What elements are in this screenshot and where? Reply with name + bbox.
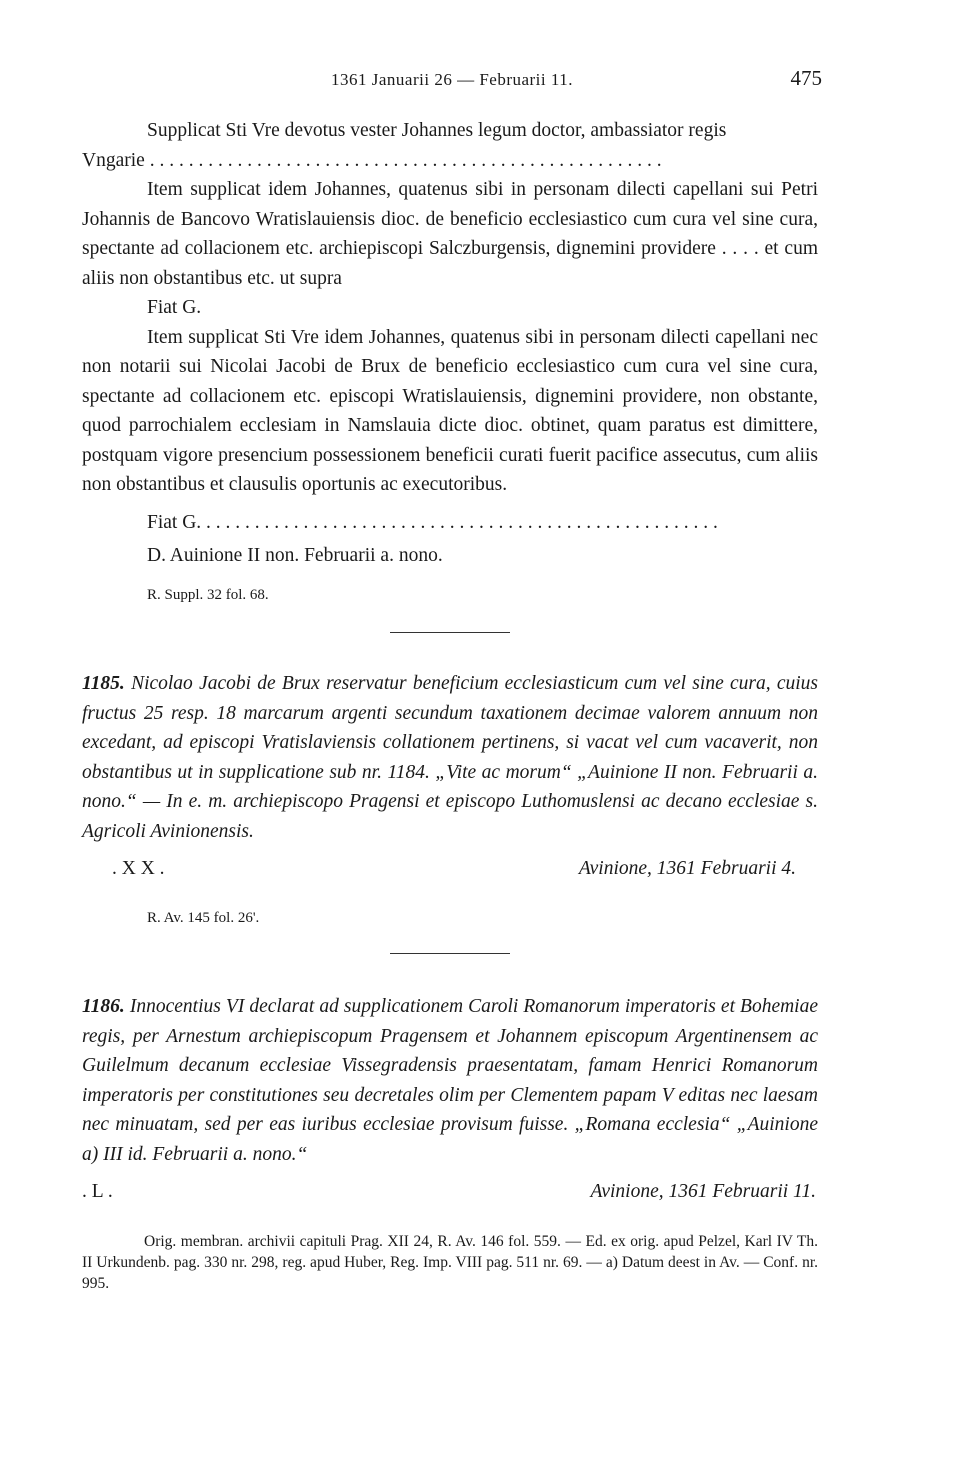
place-date-1185: Avinione, 1361 Februarii 4.	[578, 858, 796, 879]
archive-reference-1184: R. Suppl. 32 fol. 68.	[147, 586, 269, 603]
page-header	[82, 66, 822, 96]
supplication-paragraph-2: Item supplicat Sti Vre idem Johannes, quatenus sibi in personam dilecti capellani nec non notarii sui Nicolai Jacobi de Brux de beneficio ecclesiastico cum cura vel sine cura, spectante ad collacionem etc. episcopi Wratislauiensis, dignemini providere, non obstante, quod parrochialem ecclesiam in Namslauia dicte dioc. obtinet, quam paratus est dimittere, postquam vigore presencium possessionem beneficii curati fuerit pacifice assecutus, cum aliis non obstantibus et clausulis oportunis ac executoribus.	[82, 326, 818, 495]
supplication-paragraph-1: Item supplicat idem Johannes, quatenus sibi in personam dilecti capellani sui Petri Johannis de Bancovo Wratislauiensis dioc. de beneficio ecclesiastico cum cura vel sine cura, spectante ad collacionem etc. archiepiscopi Salczburgensis, dignemini providere . . . . et cum aliis non obstantibus etc. ut supra	[82, 179, 818, 289]
regest-text-1186: Innocentius VI declarat ad supplicationem Caroli Romanorum imperatoris et Bohemiae regis, per Arnestum archiepiscopum Pragensem et Johannem episcopum Argentinensem ac Guilelmum decanum ecclesiae Vissegradensis praesentatam, famam Henrici Romanorum imperatoris per constitutiones seu decretales olim per Clementem papam V editas nec laesam nec minuatam, sed per eas iuribus ecclesiae provisum fuisse. „Romana ecclesia“ „Auinione a) III id. Februarii a. nono.“	[82, 996, 819, 1165]
page-number: 475	[790, 66, 822, 90]
section-divider	[390, 953, 510, 954]
running-title: 1361 Januarii 26 — Februarii 11.	[331, 70, 573, 89]
datum-line: D. Auinione II non. Februarii a. nono.	[147, 545, 443, 566]
entry-number-1186: 1186.	[82, 996, 125, 1017]
section-divider	[390, 632, 510, 633]
entry-1186	[82, 992, 818, 1294]
chancery-sign-1185: . X X .	[112, 858, 165, 879]
entry-1184-continuation	[82, 116, 818, 610]
archive-reference-1185: R. Av. 145 fol. 26'.	[147, 909, 260, 926]
chancery-sign-1186: . L .	[82, 1181, 113, 1202]
fiat-line-2: Fiat G. . . .	[82, 508, 818, 538]
edition-notes-1186: Orig. membran. archivii capituli Prag. XII 24, R. Av. 146 fol. 559. — Ed. ex orig. apud Pelzel, Karl IV Th. II Urkundenb. pag. 330 nr. 298, reg. apud Huber, Reg. Imp. VIII pag. 511 nr. 69. — a) Datum deest in Av. — Conf. nr. 995.	[82, 1232, 818, 1292]
fiat-line-1: Fiat G.	[147, 297, 202, 318]
entry-number-1185: 1185.	[82, 673, 125, 694]
supplication-intro-end: Vngarie . . .	[82, 146, 818, 176]
regest-1186	[82, 992, 818, 1169]
dateline-1186	[82, 1177, 818, 1207]
regest-text-1185: Nicolao Jacobi de Brux reservatur beneficium ecclesiasticum cum vel sine cura, cuius fructus 25 resp. 18 marcarum argenti secundum taxationem decimae valorem annuum non excedant, ad episcopi Vratislaviensis collationem pertinens, si vacat vel cum vacaverit, non obstantibus ut in supplicatione sub nr. 1184. „Vite ac morum“ „Auinione II non. Februarii a. nono.“ — In e. m. archiepiscopo Pragensi et episcopo Luthomuslensi ac decano ecclesiae s. Agricoli Avinionensis.	[82, 673, 818, 842]
supplication-intro-line: Supplicat Sti Vre devotus vester Johannes legum doctor, ambassiator regis	[147, 120, 727, 141]
place-date-1186: Avinione, 1361 Februarii 11.	[590, 1181, 816, 1202]
regest-1185	[82, 669, 818, 846]
page-body	[82, 116, 818, 1294]
entry-1185	[82, 669, 818, 933]
dateline-1185	[82, 854, 818, 884]
